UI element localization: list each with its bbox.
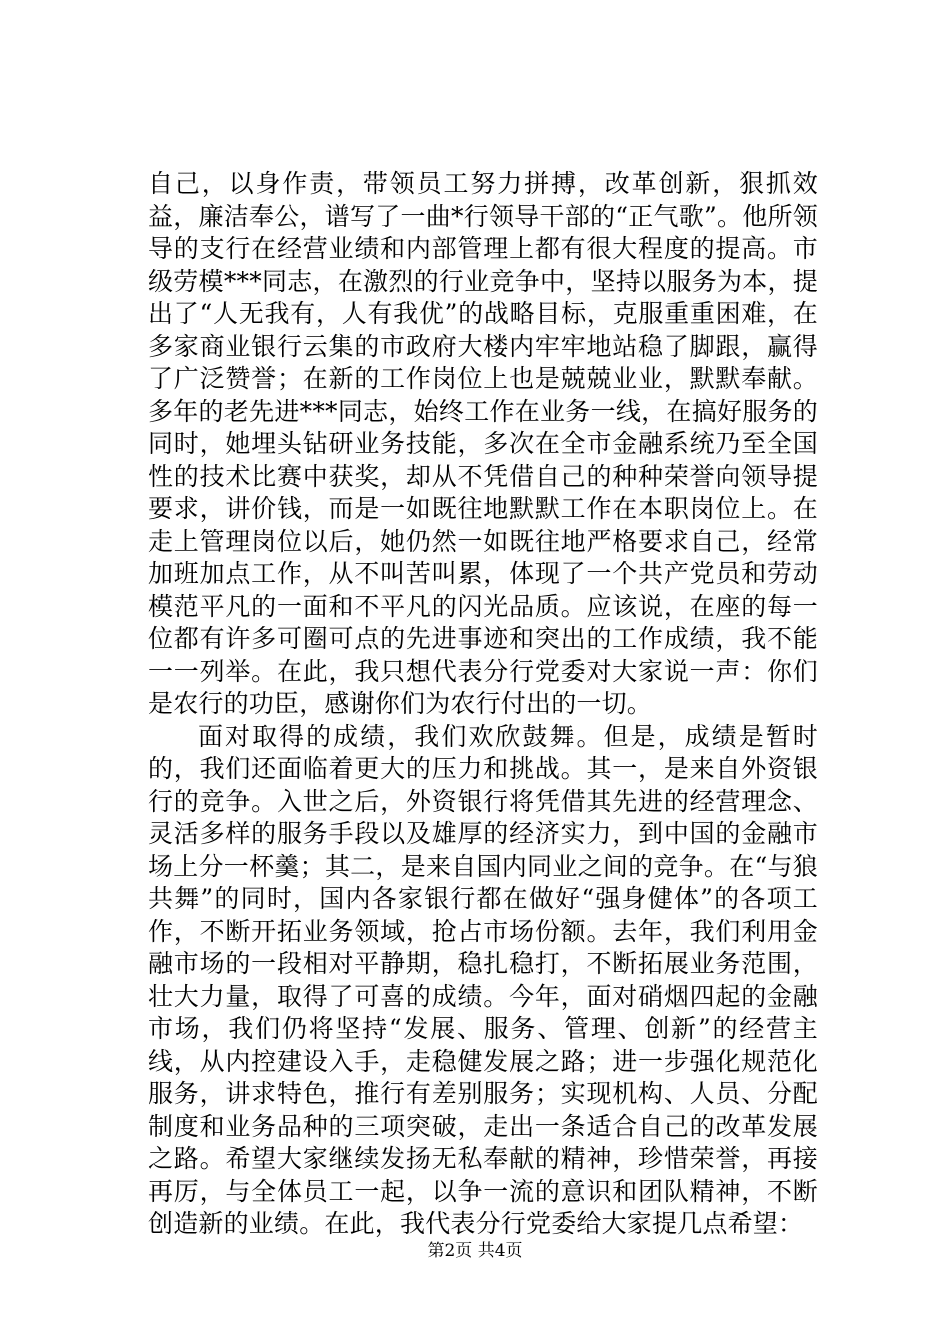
paragraph-2: 面对取得的成绩，我们欢欣鼓舞。但是，成绩是暂时的，我们还面临着更大的压力和挑战。其一，是来自外资银行的竞争。入世之后，外资银行将凭借其先进的经营理念、灵活多样的服务手段以及雄厚的经济实力，到中国的金融市场上分一杯羹；其二，是来自国内同业之间的竞争。在“与狼共舞”的同时，国内各家银行都在做好“强身健体”的各项工作，不断开拓业务领域，抢占市场份额。去年，我们利用金融市场的一段相对平静期，稳扎稳打，不断拓展业务范围，壮大力量，取得了可喜的成绩。今年，面对硝烟四起的金融市场，我们仍将坚持“发展、服务、管理、创新”的经营主线，从内控建设入手，走稳健发展之路；进一步强化规范化服务，讲求特色，推行有差别服务；实现机构、人员、分配制度和业务品种的三项突破，走出一条适合自己的改革发展之路。希望大家继续发扬无私奉献的精神，珍惜荣誉，再接再厉，与全体员工一起，以争一流的意识和团队精神，不断创造新的业绩。在此，我代表分行党委给大家提几点希望： <box>148 721 818 1238</box>
page-footer <box>0 1240 950 1262</box>
page-number-label: 第2页 共4页 <box>427 1241 523 1261</box>
paragraph-1: 自己，以身作责，带领员工努力拼搏，改革创新，狠抓效益，廉洁奉公，谱写了一曲*行领导干部的“正气歌”。他所领导的支行在经营业绩和内部管理上都有很大程度的提高。市级劳模***同志，在激烈的行业竞争中，坚持以服务为本，提出了“人无我有，人有我优”的战略目标，克服重重困难，在多家商业银行云集的市政府大楼内牢牢地站稳了脚跟，赢得了广泛赞誉；在新的工作岗位上也是兢兢业业，默默奉献。多年的老先进***同志，始终工作在业务一线，在搞好服务的同时，她埋头钻研业务技能，多次在全市金融系统乃至全国性的技术比赛中获奖，却从不凭借自己的种种荣誉向领导提要求，讲价钱，而是一如既往地默默工作在本职岗位上。在走上管理岗位以后，她仍然一如既往地严格要求自己，经常加班加点工作，从不叫苦叫累，体现了一个共产党员和劳动模范平凡的一面和不平凡的闪光品质。应该说，在座的每一位都有许多可圈可点的先进事迹和突出的工作成绩，我不能一一列举。在此，我只想代表分行党委对大家说一声：你们是农行的功臣，感谢你们为农行付出的一切。 <box>148 169 818 718</box>
document-body <box>148 168 818 1241</box>
